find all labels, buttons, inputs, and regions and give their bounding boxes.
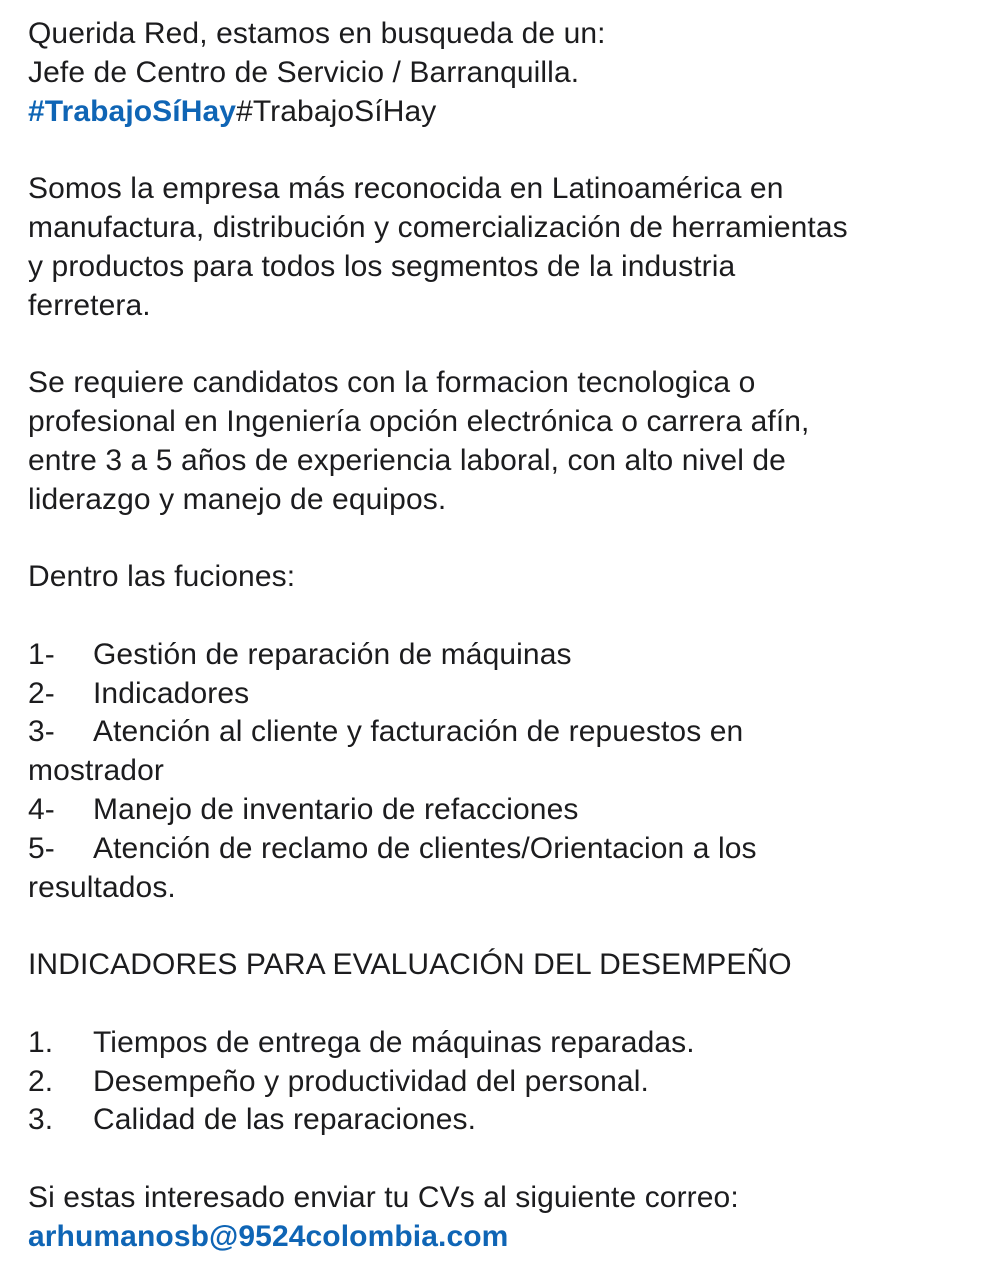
function-item [28, 636, 978, 675]
paragraph-gap [28, 1140, 978, 1179]
indicator-number: 3. [28, 1103, 54, 1137]
requirements-line: liderazgo y manejo de equipos. [28, 482, 447, 516]
indicator-item [28, 1063, 978, 1102]
indicator-text: Tiempos de entrega de máquinas reparadas. [93, 1025, 695, 1059]
function-number: 4- [28, 792, 55, 826]
requirements-line: Se requiere candidatos con la formacion tecnologica o [28, 366, 756, 400]
hashtag-line [28, 93, 978, 132]
paragraph-gap [28, 325, 978, 364]
function-item [28, 675, 978, 714]
paragraph-gap [28, 131, 978, 170]
indicator-item [28, 1024, 978, 1063]
indicator-text: Calidad de las reparaciones. [93, 1103, 477, 1137]
indicator-text: Desempeño y productividad del personal. [93, 1064, 649, 1098]
function-number: 1- [28, 637, 55, 671]
intro-line-2: Jefe de Centro de Servicio / Barranquilla. [28, 55, 580, 89]
company-line: y productos para todos los segmentos de la industria [28, 249, 736, 283]
functions-heading: Dentro las fuciones: [28, 560, 296, 594]
requirements-line: entre 3 a 5 años de experiencia laboral, con alto nivel de [28, 443, 786, 477]
function-text: Manejo de inventario de refacciones [93, 792, 579, 826]
paragraph-gap [28, 597, 978, 636]
indicator-number: 1. [28, 1025, 54, 1059]
function-number: 3- [28, 715, 55, 749]
hashtag-link[interactable]: #TrabajoSíHay [28, 94, 237, 128]
post-body [28, 15, 978, 1257]
function-text: Atención de reclamo de clientes/Orientacion a los [93, 831, 757, 865]
function-text: Gestión de reparación de máquinas [93, 637, 572, 671]
email-link[interactable]: arhumanosb@9524colombia.com [28, 1219, 509, 1253]
contact-line: Si estas interesado enviar tu CVs al siguiente correo: [28, 1180, 739, 1214]
email-line [28, 1218, 978, 1257]
function-item [28, 791, 978, 830]
paragraph-gap [28, 985, 978, 1024]
company-line: manufactura, distribución y comercialización de herramientas [28, 210, 848, 244]
paragraph-gap [28, 907, 978, 946]
requirements-line: profesional en Ingeniería opción electrónica o carrera afín, [28, 404, 810, 438]
function-item [28, 830, 978, 869]
function-number: 5- [28, 831, 55, 865]
function-item-continuation: resultados. [28, 870, 176, 904]
paragraph-gap [28, 519, 978, 558]
function-item [28, 713, 978, 752]
indicator-item [28, 1101, 978, 1140]
function-number: 2- [28, 676, 55, 710]
intro-line-1: Querida Red, estamos en busqueda de un: [28, 17, 606, 50]
indicators-heading: INDICADORES PARA EVALUACIÓN DEL DESEMPEÑO [28, 948, 792, 982]
function-text: Atención al cliente y facturación de repuestos en [93, 715, 744, 749]
company-line: ferretera. [28, 288, 151, 322]
hashtag-plain-text: #TrabajoSíHay [236, 94, 437, 128]
company-line: Somos la empresa más reconocida en Latinoamérica en [28, 172, 784, 206]
indicator-number: 2. [28, 1064, 54, 1098]
function-item-continuation: mostrador [28, 754, 164, 788]
function-text: Indicadores [93, 676, 250, 710]
